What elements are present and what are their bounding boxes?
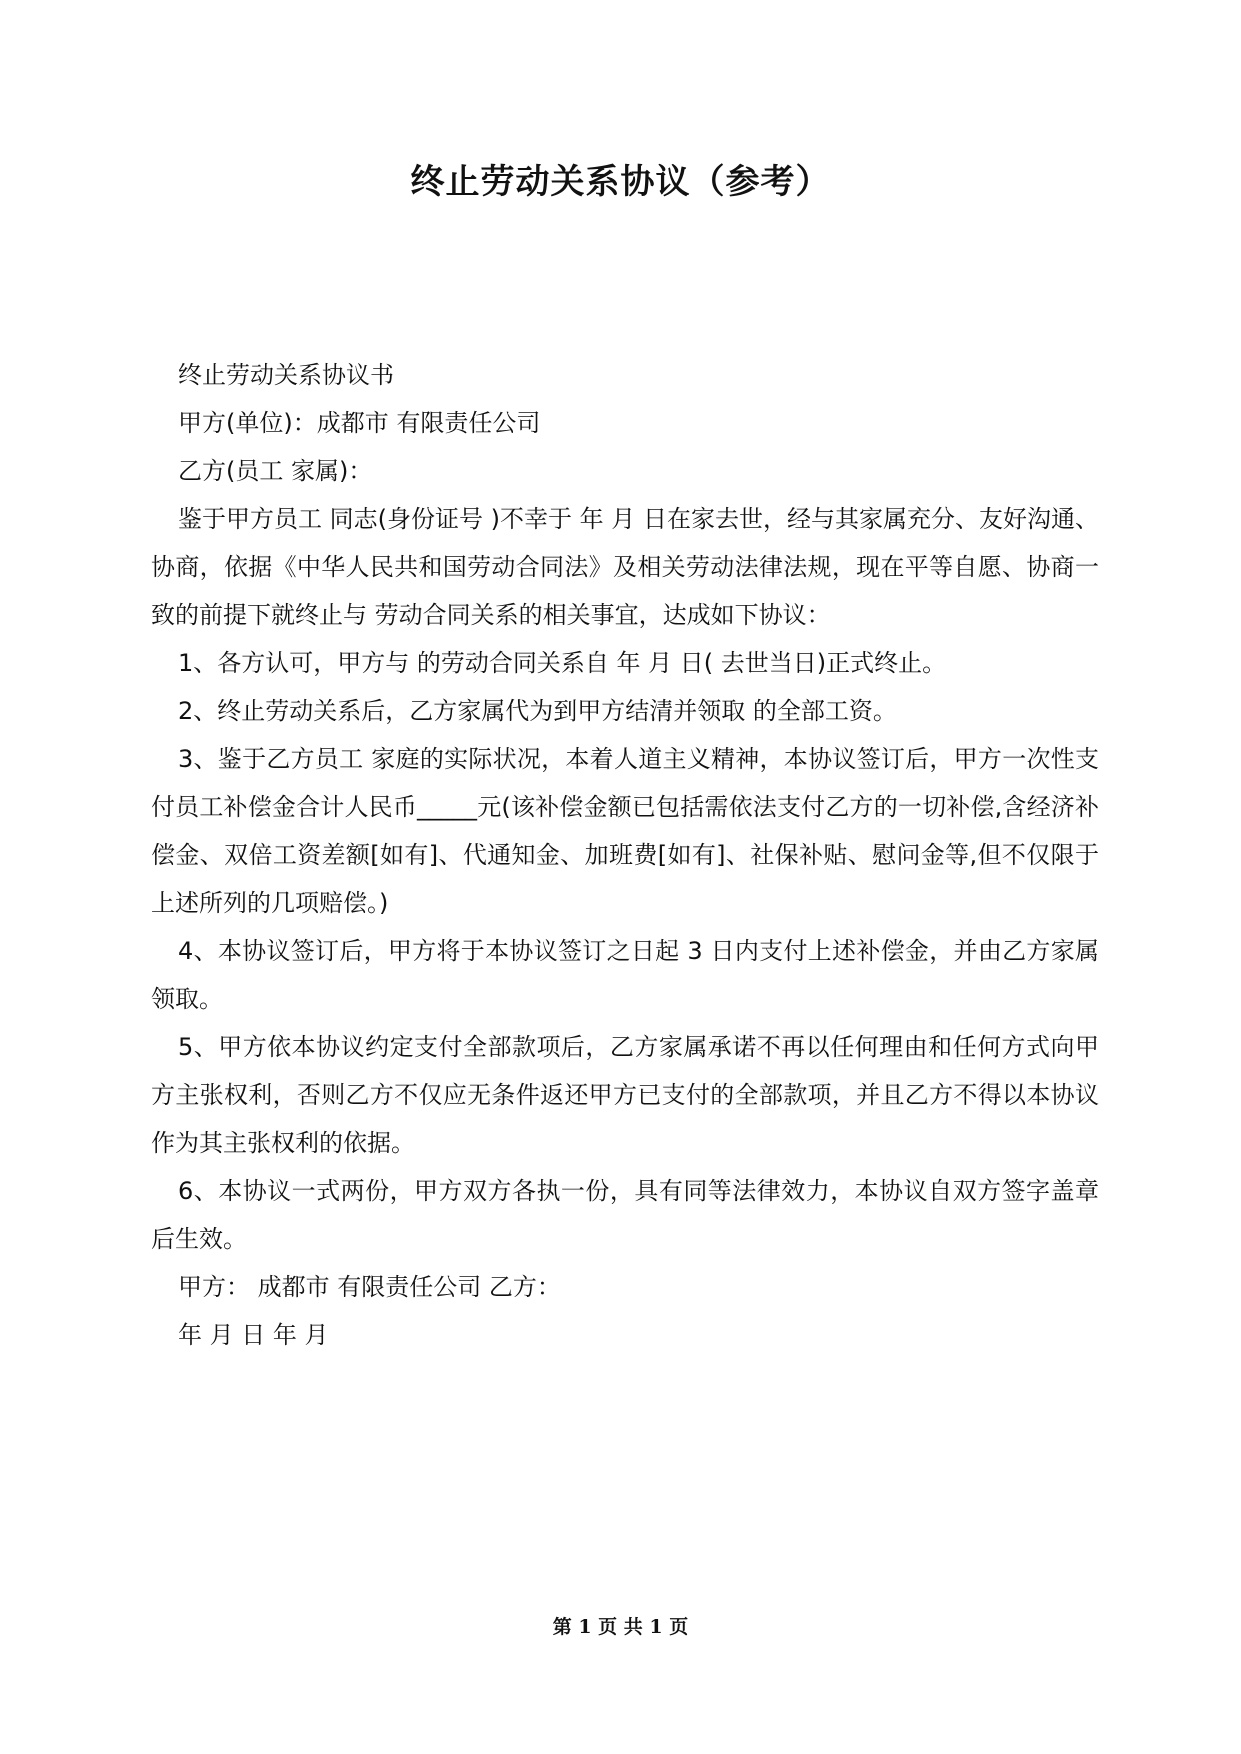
- agreement-heading: 终止劳动关系协议书: [178, 361, 394, 389]
- signature-line: 甲方： 成都市 有限责任公司 乙方：: [178, 1273, 561, 1301]
- preamble-paragraph: 鉴于甲方员工 同志(身份证号 )不幸于 年 月 日在家去世，经与其家属充分、友好沟通、协商，依据《中华人民共和国劳动合同法》及相关劳动法律法规，现在平等自愿、协商一致的前提下就终止与 劳动合同关系的相关事宜，达成如下协议：: [151, 505, 1099, 629]
- party-b-line: 乙方(员工 家属)：: [178, 457, 373, 485]
- clause-2: 2、终止劳动关系后，乙方家属代为到甲方结清并领取 的全部工资。: [178, 697, 897, 725]
- party-a-line: 甲方(单位)：成都市 有限责任公司: [178, 409, 541, 437]
- clause-1: 1、各方认可，甲方与 的劳动合同关系自 年 月 日( 去世当日)正式终止。: [178, 649, 947, 677]
- document-body: [151, 351, 1099, 1359]
- clause-6: 6、本协议一式两份，甲方双方各执一份，具有同等法律效力，本协议自双方签字盖章后生效。: [151, 1177, 1099, 1253]
- clause-4: 4、本协议签订后，甲方将于本协议签订之日起 3 日内支付上述补偿金，并由乙方家属领取。: [151, 937, 1099, 1013]
- clause-5: 5、甲方依本协议约定支付全部款项后，乙方家属承诺不再以任何理由和任何方式向甲方主张权利，否则乙方不仅应无条件返还甲方已支付的全部款项，并且乙方不得以本协议作为其主张权利的依据。: [151, 1033, 1099, 1157]
- date-line: 年 月 日 年 月: [178, 1321, 329, 1349]
- page-footer: 第 1 页 共 1 页: [552, 1616, 689, 1638]
- clause-3: 3、鉴于乙方员工 家庭的实际状况，本着人道主义精神，本协议签订后，甲方一次性支付员工补偿金合计人民币_____元(该补偿金额已包括需依法支付乙方的一切补偿,含经济补偿金、双倍工资差额[如有]、代通知金、加班费[如有]、社保补贴、慰问金等,但不仅限于上述所列的几项赔偿。): [151, 745, 1099, 917]
- document-title: 终止劳动关系协议（参考）: [410, 162, 831, 202]
